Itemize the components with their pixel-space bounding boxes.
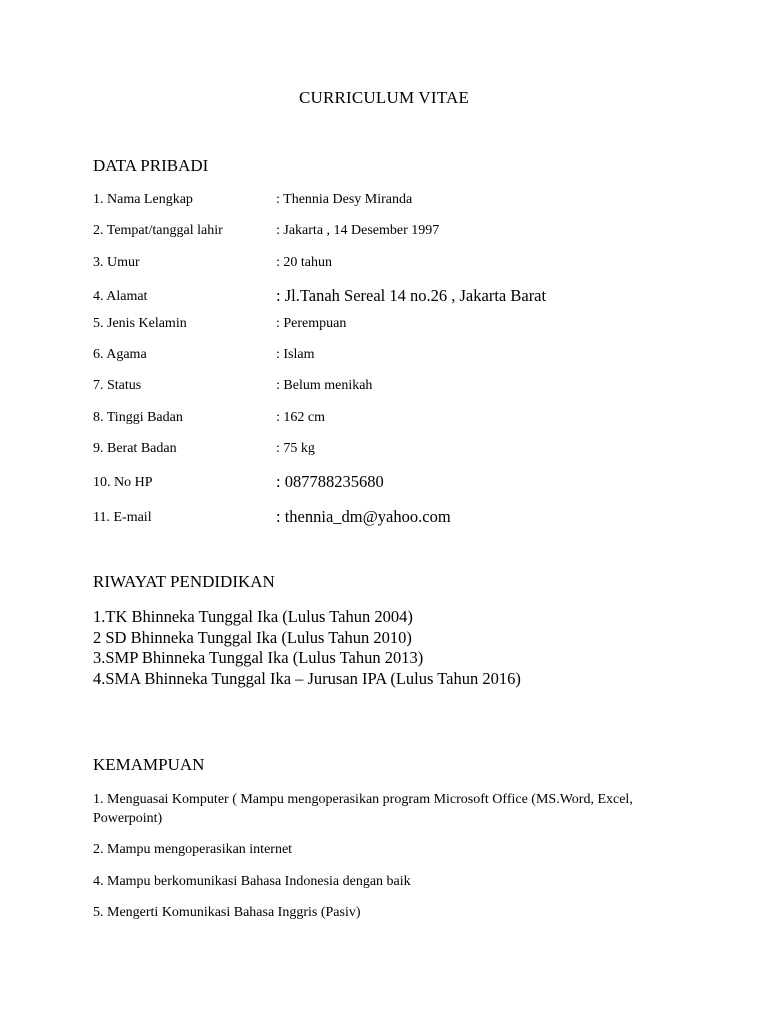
field-value: : Jakarta , 14 Desember 1997: [276, 223, 440, 238]
field-value: : 087788235680: [276, 472, 384, 491]
skill-item: 1. Menguasai Komputer ( Mampu mengoperasikan program Microsoft Office (MS.Word, Excel, Powerpoint): [93, 792, 633, 826]
field-value: : 162 cm: [276, 410, 325, 425]
field-value: : Islam: [276, 347, 315, 362]
skill-item: 5. Mengerti Komunikasi Bahasa Inggris (Pasiv): [93, 905, 361, 920]
education-item: 2 SD Bhinneka Tunggal Ika (Lulus Tahun 2010): [93, 627, 412, 647]
section-heading-data-pribadi: DATA PRIBADI: [93, 156, 209, 175]
field-label: 6. Agama: [93, 347, 147, 362]
field-label: 9. Berat Badan: [93, 441, 177, 456]
field-value: : Jl.Tanah Sereal 14 no.26 , Jakarta Barat: [276, 286, 547, 305]
field-value: : 75 kg: [276, 441, 315, 456]
education-item: 3.SMP Bhinneka Tunggal Ika (Lulus Tahun 2013): [93, 648, 424, 667]
education-item: 1.TK Bhinneka Tunggal Ika (Lulus Tahun 2004): [93, 607, 413, 626]
document-title: CURRICULUM VITAE: [298, 88, 470, 107]
field-label: 3. Umur: [93, 255, 140, 270]
field-label: 4. Alamat: [93, 289, 148, 304]
section-heading-riwayat-pendidikan: RIWAYAT PENDIDIKAN: [93, 572, 275, 591]
field-value: : 20 tahun: [276, 255, 332, 270]
field-value: : Belum menikah: [276, 378, 373, 393]
skill-item: 2. Mampu mengoperasikan internet: [93, 842, 293, 857]
education-list: [93, 607, 521, 689]
field-value: : Perempuan: [276, 316, 347, 331]
field-label: 10. No HP: [93, 475, 153, 490]
field-value: : Thennia Desy Miranda: [276, 192, 413, 207]
field-label: 11. E-mail: [93, 510, 152, 525]
field-label: 7. Status: [93, 378, 142, 393]
field-label: 5. Jenis Kelamin: [93, 316, 187, 331]
section-heading-kemampuan: KEMAMPUAN: [93, 755, 205, 774]
field-value: : thennia_dm@yahoo.com: [276, 507, 451, 526]
skill-item: 4. Mampu berkomunikasi Bahasa Indonesia dengan baik: [93, 874, 411, 889]
education-item: 4.SMA Bhinneka Tunggal Ika – Jurusan IPA (Lulus Tahun 2016): [93, 668, 521, 688]
field-label: 2. Tempat/tanggal lahir: [93, 223, 223, 238]
field-label: 1. Nama Lengkap: [93, 192, 193, 207]
field-label: 8. Tinggi Badan: [93, 410, 183, 425]
